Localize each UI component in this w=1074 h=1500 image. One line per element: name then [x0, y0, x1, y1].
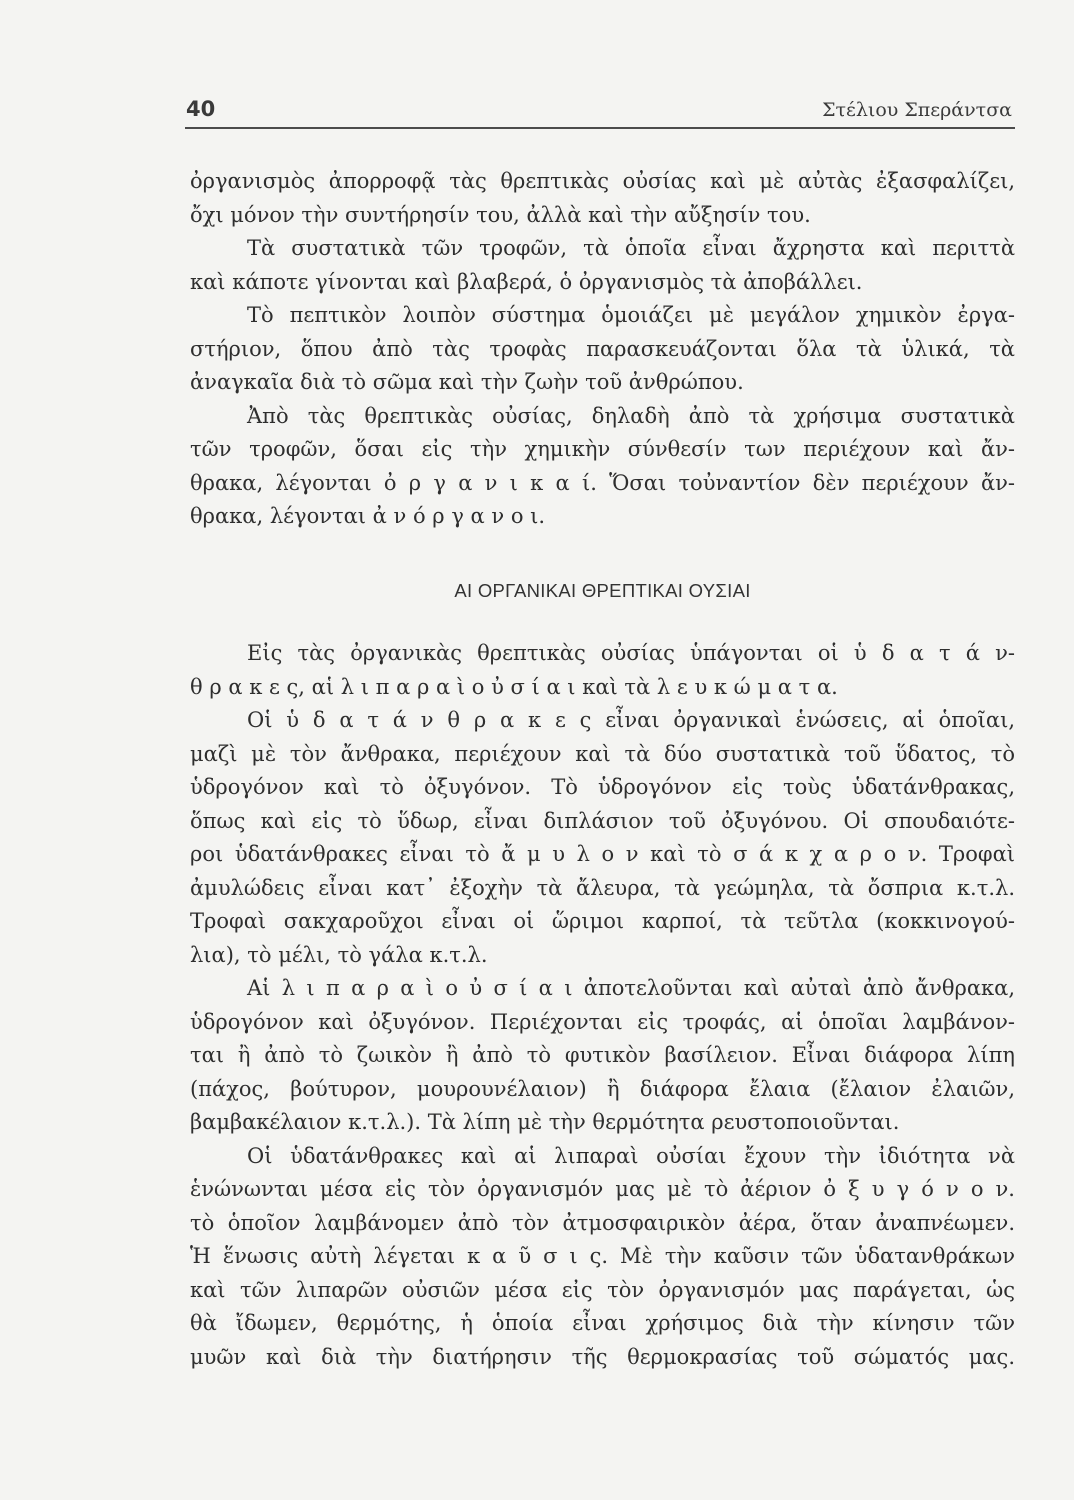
paragraph — [190, 299, 1015, 400]
text-line: ἀμυλώδεις εἶναι κατ᾿ ἐξοχὴν τὰ ἄλευρα, τὰ γεώμηλα, τὰ ὄσπρια κ.τ.λ. — [190, 875, 1015, 900]
text-line: λια), τὸ μέλι, τὸ γάλα κ.τ.λ. — [190, 942, 488, 967]
text-line: τὸ ὁποῖον λαμβάνομεν ἀπὸ τὸν ἀτμοσφαιρικὸν ἀέρα, ὅταν ἀναπνέωμεν. — [190, 1210, 1015, 1235]
paragraph — [190, 165, 1015, 232]
text-line: Οἱ ὑδατάνθρακες καὶ αἱ λιπαραὶ οὐσίαι ἔχουν τὴν ἰδιότητα νὰ — [247, 1143, 1015, 1168]
text-line: θ ρ α κ ε ς, αἱ λ ι π α ρ α ὶ ο ὐ σ ί α ι καὶ τὰ λ ε υ κ ώ μ α τ α. — [190, 674, 838, 699]
text-line: θρακα, λέγονται ὀ ρ γ α ν ι κ α ί. Ὅσαι τοὐναντίον δὲν περιέχουν ἄν- — [190, 470, 1015, 495]
text-line: μαζὶ μὲ τὸν ἄνθρακα, περιέχουν καὶ τὰ δύο συστατικὰ τοῦ ὕδατος, τὸ — [190, 741, 1015, 766]
text-line: ἑνώνωνται μέσα εἰς τὸν ὀργανισμόν μας μὲ τὸ ἀέριον ὀ ξ υ γ ό ν ο ν. — [190, 1177, 1015, 1201]
paragraph — [190, 704, 1015, 972]
text-line: ροι ὑδατάνθρακες εἶναι τὸ ἄ μ υ λ ο ν καὶ τὸ σ ά κ χ α ρ ο ν. Τροφαὶ — [190, 842, 1015, 866]
text-line: καὶ τῶν λιπαρῶν οὐσιῶν μέσα εἰς τὸν ὀργανισμόν μας παράγεται, ὡς — [190, 1277, 1015, 1302]
text-line: ὀργανισμὸς ἀπορροφᾷ τὰς θρεπτικὰς οὐσίας καὶ μὲ αὐτὰς ἐξασφαλίζει, — [190, 169, 1015, 193]
text-line: Αἱ λ ι π α ρ α ὶ ο ὐ σ ί α ι ἀποτελοῦνται καὶ αὐταὶ ἀπὸ ἄνθρακα, — [247, 976, 1015, 1000]
text-line: θὰ ἴδωμεν, θερμότης, ἡ ὁποία εἶναι χρήσιμος διὰ τὴν κίνησιν τῶν — [190, 1311, 1015, 1335]
text-line: Τὸ πεπτικὸν λοιπὸν σύστημα ὁμοιάζει μὲ μεγάλον χημικὸν ἐργα- — [247, 303, 1015, 327]
text-line: τῶν τροφῶν, ὅσαι εἰς τὴν χημικὴν σύνθεσίν των περιέχουν καὶ ἄν- — [190, 437, 1015, 461]
text-line: Ἀπὸ τὰς θρεπτικὰς οὐσίας, δηλαδὴ ἀπὸ τὰ χρήσιμα συστατικὰ — [247, 403, 1015, 428]
body-text-before-heading — [190, 165, 1015, 534]
text-line: ται ἢ ἀπὸ τὸ ζωικὸν ἢ ἀπὸ τὸ φυτικὸν βασίλειον. Εἶναι διάφορα λίπη — [190, 1043, 1015, 1067]
text-line: ὑδρογόνον καὶ ὀξυγόνον. Περιέχονται εἰς τροφάς, αἱ ὁποῖαι λαμβάνον- — [190, 1009, 1015, 1034]
text-line: βαμβακέλαιον κ.τ.λ.). Τὰ λίπη μὲ τὴν θερμότητα ρευστοποιοῦνται. — [190, 1110, 900, 1134]
text-line: θρακα, λέγονται ἀ ν ό ρ γ α ν ο ι. — [190, 504, 546, 528]
section-heading: ΑΙ ΟΡΓΑΝΙΚΑΙ ΘΡΕΠΤΙΚΑΙ ΟΥΣΙΑΙ — [454, 580, 751, 601]
text-line: καὶ κάποτε γίνονται καὶ βλαβερά, ὁ ὀργανισμὸς τὰ ἀποβάλλει. — [190, 269, 863, 294]
text-line: ὄχι μόνον τὴν συντήρησίν του, ἀλλὰ καὶ τὴν αὔξησίν του. — [190, 202, 811, 227]
text-line: μυῶν καὶ διὰ τὴν διατήρησιν τῆς θερμοκρασίας τοῦ σώματός μας. — [190, 1344, 1015, 1369]
text-line: (πάχος, βούτυρον, μουρουνέλαιον) ἢ διάφορα ἔλαια (ἔλαιον ἐλαιῶν, — [190, 1076, 1015, 1101]
text-line: ἀναγκαῖα διὰ τὸ σῶμα καὶ τὴν ζωὴν τοῦ ἀνθρώπου. — [190, 370, 744, 394]
running-head: Στέλιου Σπεράντσα — [822, 99, 1012, 121]
page-number: 40 — [186, 97, 216, 121]
text-line: Τροφαὶ σακχαροῦχοι εἶναι οἱ ὥριμοι καρποί, τὰ τεῦτλα (κοκκινογού- — [190, 909, 1015, 933]
text-line: Τὰ συστατικὰ τῶν τροφῶν, τὰ ὁποῖα εἶναι ἄχρηστα καὶ περιττὰ — [247, 236, 1015, 260]
text-line: ὑδρογόνον καὶ τὸ ὀξυγόνον. Τὸ ὑδρογόνον εἰς τοὺς ὑδατάνθρακας, — [190, 775, 1015, 799]
paragraph — [190, 637, 1015, 704]
body-text-after-heading — [190, 637, 1015, 1374]
text-line: Οἱ ὑ δ α τ ά ν θ ρ α κ ε ς εἶναι ὀργανικαὶ ἑνώσεις, αἱ ὁποῖαι, — [247, 708, 1015, 732]
header-rule — [185, 127, 1015, 129]
text-line: στήριον, ὅπου ἀπὸ τὰς τροφὰς παρασκευάζονται ὅλα τὰ ὑλικά, τὰ — [190, 336, 1015, 361]
paragraph — [190, 972, 1015, 1140]
paragraph — [190, 1140, 1015, 1375]
paragraph — [190, 232, 1015, 299]
text-line: Ἡ ἕνωσις αὐτὴ λέγεται κ α ῦ σ ι ς. Μὲ τὴν καῦσιν τῶν ὑδατανθράκων — [190, 1244, 1015, 1268]
text-line: Εἰς τὰς ὀργανικὰς θρεπτικὰς οὐσίας ὑπάγονται οἱ ὑ δ α τ ά ν- — [247, 641, 1015, 665]
paragraph — [190, 400, 1015, 534]
text-line: ὅπως καὶ εἰς τὸ ὕδωρ, εἶναι διπλάσιον τοῦ ὀξυγόνου. Οἱ σπουδαιότε- — [190, 808, 1015, 833]
